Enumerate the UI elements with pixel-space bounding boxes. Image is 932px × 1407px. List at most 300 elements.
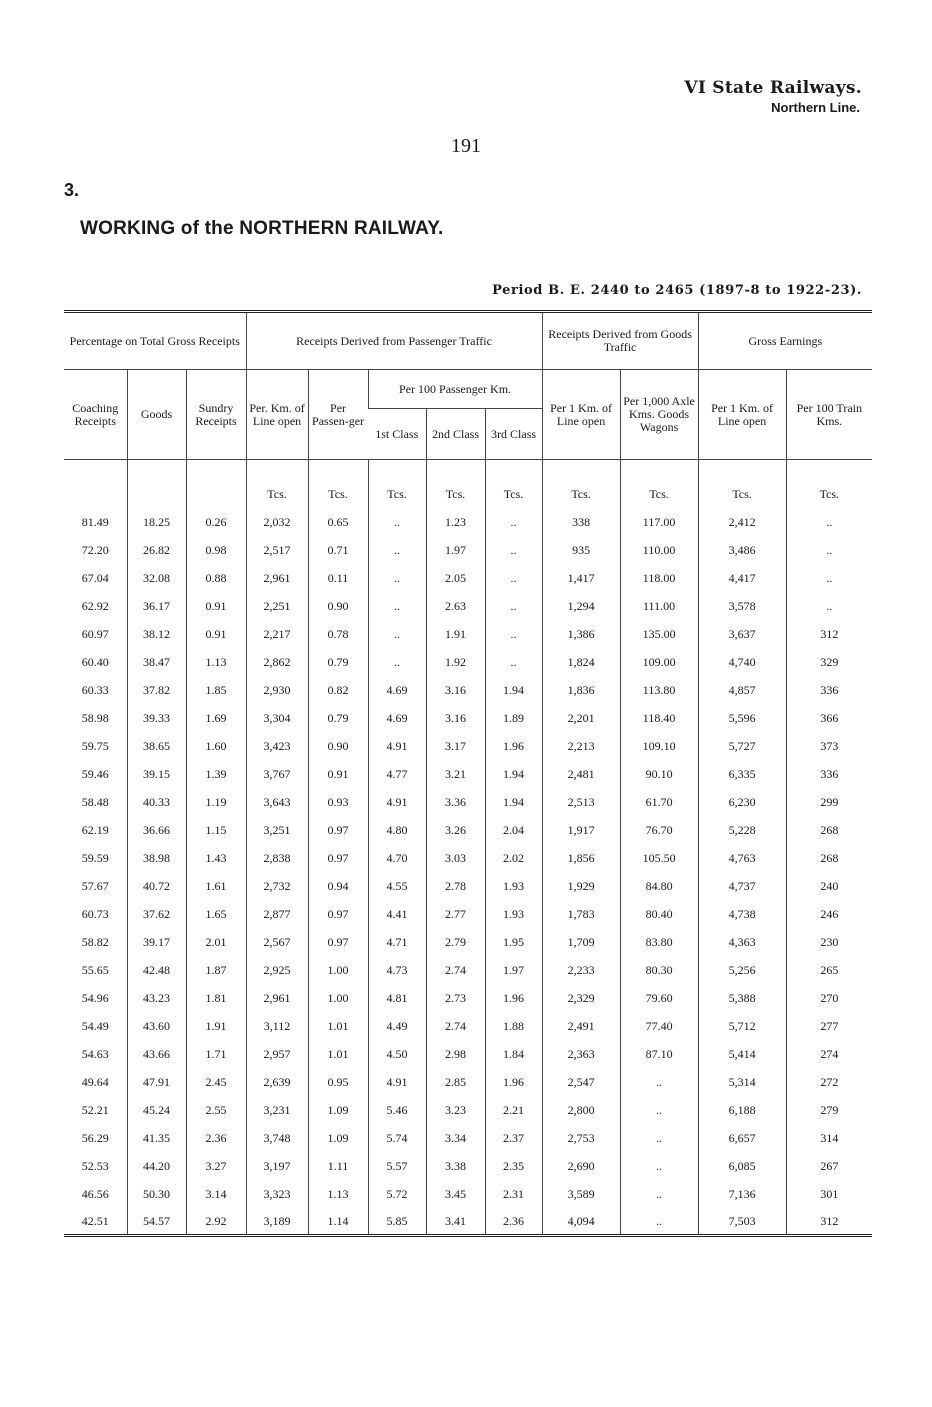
group-header-passenger: Receipts Derived from Passenger Traffic [246, 313, 542, 370]
table-cell: 2,639 [246, 1068, 308, 1096]
table-cell: 7,503 [698, 1208, 786, 1234]
table-cell: 1,386 [542, 620, 620, 648]
table-cell: 54.57 [127, 1208, 186, 1234]
table-cell: 5.85 [368, 1208, 426, 1234]
table-cell: 0.94 [308, 872, 368, 900]
table-cell: 4,857 [698, 676, 786, 704]
table-cell: 2,363 [542, 1040, 620, 1068]
table-cell: .. [786, 564, 872, 592]
table-cell: 2,838 [246, 844, 308, 872]
table-cell: 4.55 [368, 872, 426, 900]
table-cell: 3,197 [246, 1152, 308, 1180]
table-cell: .. [485, 592, 542, 620]
table-cell: 38.12 [127, 620, 186, 648]
unit-cell [64, 460, 127, 509]
table-cell: 1.19 [186, 788, 246, 816]
table-cell: 84.80 [620, 872, 698, 900]
table-cell: 0.95 [308, 1068, 368, 1096]
period-label: Period B. E. 2440 to 2465 (1897-8 to 1922-23). [492, 283, 862, 298]
table-cell: 4,763 [698, 844, 786, 872]
table-cell: 1.96 [485, 732, 542, 760]
table-cell: 1.92 [426, 648, 485, 676]
table-cell: 1.13 [186, 648, 246, 676]
table-row [64, 620, 872, 648]
table-cell: 299 [786, 788, 872, 816]
table-cell: 37.82 [127, 676, 186, 704]
table-cell: 3.26 [426, 816, 485, 844]
table-cell: 62.92 [81, 598, 109, 613]
table-cell: 44.20 [127, 1152, 186, 1180]
table-cell: 246 [786, 900, 872, 928]
table-cell: 0.93 [308, 788, 368, 816]
table-cell: 5,256 [698, 956, 786, 984]
table-cell: .. [368, 536, 426, 564]
col-header-coaching: Coaching Receipts [72, 400, 119, 428]
table-cell: .. [368, 592, 426, 620]
table-row [64, 760, 872, 788]
table-cell: 4.73 [368, 956, 426, 984]
table-cell: 3.16 [426, 676, 485, 704]
table-cell: 58.48 [81, 794, 109, 809]
table-cell: 113.80 [620, 676, 698, 704]
table-cell: 6,188 [698, 1096, 786, 1124]
table-cell: 3,589 [542, 1180, 620, 1208]
table-cell: 3.38 [426, 1152, 485, 1180]
table-cell: 50.30 [127, 1180, 186, 1208]
table-bottom-rule [64, 1234, 872, 1237]
table-row [64, 1180, 872, 1208]
table-cell: 1.97 [426, 536, 485, 564]
table-cell: 265 [786, 956, 872, 984]
table-row [64, 592, 872, 620]
table-cell: 3,767 [246, 760, 308, 788]
table-cell: 2,690 [542, 1152, 620, 1180]
table-cell: 2.55 [186, 1096, 246, 1124]
col-header-gross-per-km: Per 1 Km. of Line open [698, 370, 786, 460]
table-cell: 4.70 [368, 844, 426, 872]
table-row [64, 844, 872, 872]
table-cell: 1.95 [485, 928, 542, 956]
table-row [64, 872, 872, 900]
table-cell: 80.30 [620, 956, 698, 984]
table-cell: 0.65 [308, 508, 368, 536]
table-cell: 2.31 [485, 1180, 542, 1208]
table-cell: .. [485, 536, 542, 564]
table-cell: 45.24 [127, 1096, 186, 1124]
table-cell: 274 [786, 1040, 872, 1068]
table-cell: 57.67 [81, 878, 109, 893]
table-row [64, 564, 872, 592]
table-cell: 2,753 [542, 1124, 620, 1152]
table-cell: 1.69 [186, 704, 246, 732]
table-body [64, 460, 872, 1235]
table-cell: 118.00 [620, 564, 698, 592]
table-cell: 7,136 [698, 1180, 786, 1208]
table-cell: 0.98 [186, 536, 246, 564]
table-cell: 2.01 [186, 928, 246, 956]
unit-cell: Tcs. [426, 460, 485, 509]
table-cell: 1,824 [542, 648, 620, 676]
table-cell: 329 [786, 648, 872, 676]
table-cell: 42.48 [127, 956, 186, 984]
table-cell: 36.66 [127, 816, 186, 844]
table-cell: 4.77 [368, 760, 426, 788]
table-cell: 59.59 [81, 850, 109, 865]
table-cell: 2,517 [246, 536, 308, 564]
table-row [64, 816, 872, 844]
table-cell: 59.46 [81, 766, 109, 781]
table-row [64, 1152, 872, 1180]
table-cell: 52.53 [81, 1158, 109, 1173]
table-cell: 3,578 [698, 592, 786, 620]
table-cell: 54.96 [81, 990, 109, 1005]
table-cell: 38.65 [127, 732, 186, 760]
section-ref: VI State Railways. [684, 78, 862, 98]
table-cell: 36.17 [127, 592, 186, 620]
table-cell: 2.78 [426, 872, 485, 900]
table-cell: 2.92 [186, 1208, 246, 1234]
table-cell: 4.69 [368, 704, 426, 732]
table-cell: 18.25 [127, 508, 186, 536]
table-cell: 4,738 [698, 900, 786, 928]
table-cell: 1.23 [426, 508, 485, 536]
table-cell: .. [620, 1180, 698, 1208]
table-cell: 41.35 [127, 1124, 186, 1152]
table-cell: 5,414 [698, 1040, 786, 1068]
table-cell: 4,740 [698, 648, 786, 676]
unit-cell: Tcs. [308, 460, 368, 509]
table-cell: 4.41 [368, 900, 426, 928]
table-cell: 268 [786, 844, 872, 872]
table-cell: 1.39 [186, 760, 246, 788]
table-cell: 1.61 [186, 872, 246, 900]
table-cell: 2,800 [542, 1096, 620, 1124]
table-cell: 1.96 [485, 984, 542, 1012]
table-cell: 1.96 [485, 1068, 542, 1096]
table-cell: 5,314 [698, 1068, 786, 1096]
table-cell: 3.16 [426, 704, 485, 732]
table-cell: 42.51 [81, 1213, 109, 1228]
table-cell: 4.49 [368, 1012, 426, 1040]
table-cell: 0.91 [308, 760, 368, 788]
table-row [64, 508, 872, 536]
table-cell: 0.91 [186, 620, 246, 648]
table-cell: 366 [786, 704, 872, 732]
table-cell: .. [485, 648, 542, 676]
table-cell: 279 [786, 1096, 872, 1124]
table-cell: 6,657 [698, 1124, 786, 1152]
table-cell: 2.74 [426, 956, 485, 984]
table-cell: 26.82 [127, 536, 186, 564]
table-cell: .. [786, 592, 872, 620]
table-row [64, 1096, 872, 1124]
table-cell: 1.00 [308, 956, 368, 984]
table-row [64, 536, 872, 564]
col-header-goods-per-km: Per 1 Km. of Line open [542, 370, 620, 460]
table-cell: .. [485, 620, 542, 648]
table-cell: 5,727 [698, 732, 786, 760]
table-cell: 0.90 [308, 592, 368, 620]
table-cell: 49.64 [81, 1074, 109, 1089]
table-cell: 43.60 [127, 1012, 186, 1040]
table-cell: 6,085 [698, 1152, 786, 1180]
table-cell: 135.00 [620, 620, 698, 648]
table-cell: 61.70 [620, 788, 698, 816]
table-cell: 46.56 [81, 1186, 109, 1201]
working-table [64, 313, 872, 1234]
table-row [64, 648, 872, 676]
table-cell: 277 [786, 1012, 872, 1040]
table-row [64, 1012, 872, 1040]
unit-cell: Tcs. [786, 460, 872, 509]
table-cell: 0.90 [308, 732, 368, 760]
table-cell: 87.10 [620, 1040, 698, 1068]
col-header-gross-per-train: Per 100 Train Kms. [786, 370, 872, 460]
table-cell: .. [485, 508, 542, 536]
table-cell: 3,112 [246, 1012, 308, 1040]
table-cell: 32.08 [127, 564, 186, 592]
table-cell: 1.87 [186, 956, 246, 984]
table-row [64, 900, 872, 928]
unit-cell: Tcs. [485, 460, 542, 509]
table-cell: 2,513 [542, 788, 620, 816]
table-cell: 43.66 [127, 1040, 186, 1068]
page-header-right [684, 78, 862, 115]
table-cell: 2.73 [426, 984, 485, 1012]
col-header-goods: Goods [127, 370, 186, 460]
table-cell: 4.81 [368, 984, 426, 1012]
table-cell: 58.82 [81, 934, 109, 949]
table-cell: 2.85 [426, 1068, 485, 1096]
table-cell: 110.00 [620, 536, 698, 564]
table-cell: 52.21 [81, 1102, 109, 1117]
table-cell: 3.21 [426, 760, 485, 788]
table-cell: 77.40 [620, 1012, 698, 1040]
table-cell: 6,230 [698, 788, 786, 816]
table-row [64, 1068, 872, 1096]
table-cell: .. [620, 1208, 698, 1234]
table-cell: 43.23 [127, 984, 186, 1012]
col-header-per-passenger: Per Passen-ger [308, 370, 368, 460]
table-cell: 72.20 [81, 542, 109, 557]
table-cell: 301 [786, 1180, 872, 1208]
table-cell: 1.91 [186, 1012, 246, 1040]
unit-cell: Tcs. [698, 460, 786, 509]
table-cell: 1.84 [485, 1040, 542, 1068]
table-row [64, 1124, 872, 1152]
table-cell: 3,423 [246, 732, 308, 760]
table-cell: .. [368, 648, 426, 676]
table-cell: 5.72 [368, 1180, 426, 1208]
table-cell: 0.79 [308, 648, 368, 676]
table-cell: 83.80 [620, 928, 698, 956]
table-cell: 58.98 [81, 710, 109, 725]
table-cell: 2.74 [426, 1012, 485, 1040]
table-cell: 39.17 [127, 928, 186, 956]
table-cell: 935 [542, 536, 620, 564]
table-cell: 1.43 [186, 844, 246, 872]
table-cell: 4,417 [698, 564, 786, 592]
table-cell: 2,213 [542, 732, 620, 760]
table-cell: 111.00 [620, 592, 698, 620]
table-cell: 4.91 [368, 788, 426, 816]
table-row [64, 984, 872, 1012]
table-cell: 270 [786, 984, 872, 1012]
table-cell: 1.94 [485, 676, 542, 704]
table-cell: 60.33 [81, 682, 109, 697]
table-cell: 2,930 [246, 676, 308, 704]
table-cell: 336 [786, 676, 872, 704]
table-cell: 5.57 [368, 1152, 426, 1180]
table-row [64, 928, 872, 956]
table-cell: 1,917 [542, 816, 620, 844]
table-cell: 1.09 [308, 1096, 368, 1124]
table-cell: 2,491 [542, 1012, 620, 1040]
table-cell: 1.85 [186, 676, 246, 704]
table-cell: 4.91 [368, 732, 426, 760]
table-cell: 4.69 [368, 676, 426, 704]
table-cell: 1.15 [186, 816, 246, 844]
table-cell: 314 [786, 1124, 872, 1152]
table-cell: 2,961 [246, 564, 308, 592]
table-cell: 1.97 [485, 956, 542, 984]
table-cell: .. [368, 620, 426, 648]
table-cell: .. [786, 536, 872, 564]
unit-cell [127, 460, 186, 509]
table-cell: 1,856 [542, 844, 620, 872]
group-header-gross: Gross Earnings [698, 313, 872, 370]
table-cell: 1.94 [485, 788, 542, 816]
table-cell: 1.88 [485, 1012, 542, 1040]
table-cell: 1.00 [308, 984, 368, 1012]
units-row [64, 460, 872, 509]
table-row [64, 956, 872, 984]
page-title: WORKING of the NORTHERN RAILWAY. [80, 218, 444, 239]
table-cell: 0.91 [186, 592, 246, 620]
table-cell: 1.13 [308, 1180, 368, 1208]
table-cell: 1.91 [426, 620, 485, 648]
table-cell: 2.02 [485, 844, 542, 872]
table-cell: 2.36 [485, 1208, 542, 1234]
table-cell: .. [620, 1152, 698, 1180]
table-cell: 3.41 [426, 1208, 485, 1234]
table-cell: 1,783 [542, 900, 620, 928]
table-cell: 1.93 [485, 900, 542, 928]
table-cell: 1.94 [485, 760, 542, 788]
col-header-class2: 2nd Class [426, 409, 485, 460]
table-cell: 2.35 [485, 1152, 542, 1180]
table-cell: 2.21 [485, 1096, 542, 1124]
table-cell: 4,363 [698, 928, 786, 956]
table-cell: 3,637 [698, 620, 786, 648]
table-cell: 2.77 [426, 900, 485, 928]
table-cell: 118.40 [620, 704, 698, 732]
col-header-per-km-line: Per. Km. of Line open [246, 370, 308, 460]
table-cell: 0.82 [308, 676, 368, 704]
table-cell: 3.34 [426, 1124, 485, 1152]
table-cell: 40.72 [127, 872, 186, 900]
table-cell: 2,481 [542, 760, 620, 788]
table-cell: 3.17 [426, 732, 485, 760]
table-cell: 3,323 [246, 1180, 308, 1208]
table-cell: 4.91 [368, 1068, 426, 1096]
table-cell: 2,961 [246, 984, 308, 1012]
table-cell: 1,294 [542, 592, 620, 620]
col-header-per100: Per 100 Passenger Km. [368, 370, 542, 409]
table-cell: 2,862 [246, 648, 308, 676]
table-cell: 0.97 [308, 928, 368, 956]
unit-cell [186, 460, 246, 509]
page-number: 191 [451, 135, 481, 157]
table-cell: 268 [786, 816, 872, 844]
table-cell: 54.49 [81, 1018, 109, 1033]
table-cell: 272 [786, 1068, 872, 1096]
table-cell: .. [368, 508, 426, 536]
table-cell: 56.29 [81, 1130, 109, 1145]
table-cell: 2,547 [542, 1068, 620, 1096]
table-cell: 0.97 [308, 844, 368, 872]
table-cell: 4.71 [368, 928, 426, 956]
table-cell: 3,189 [246, 1208, 308, 1234]
table-cell: 0.79 [308, 704, 368, 732]
table-cell: 5.74 [368, 1124, 426, 1152]
table-cell: 2.79 [426, 928, 485, 956]
col-header-class1: 1st Class [375, 426, 419, 441]
table-cell: 6,335 [698, 760, 786, 788]
table-cell: 1.01 [308, 1040, 368, 1068]
table-cell: 1.93 [485, 872, 542, 900]
table-cell: 2,732 [246, 872, 308, 900]
table-row [64, 788, 872, 816]
table-cell: 2,567 [246, 928, 308, 956]
table-cell: 79.60 [620, 984, 698, 1012]
table-cell: 0.71 [308, 536, 368, 564]
table-cell: 4,737 [698, 872, 786, 900]
table-cell: 2,251 [246, 592, 308, 620]
table-cell: 1.14 [308, 1208, 368, 1234]
table-row [64, 676, 872, 704]
table-cell: 1.65 [186, 900, 246, 928]
table-cell: 3.36 [426, 788, 485, 816]
table-row [64, 1040, 872, 1068]
table-cell: 3.14 [186, 1180, 246, 1208]
table-cell: 4.50 [368, 1040, 426, 1068]
table-cell: 3,251 [246, 816, 308, 844]
unit-cell: Tcs. [246, 460, 308, 509]
table-cell: 0.78 [308, 620, 368, 648]
table-cell: 1.01 [308, 1012, 368, 1040]
table-cell: 80.40 [620, 900, 698, 928]
table-cell: 38.47 [127, 648, 186, 676]
table-cell: 117.00 [620, 508, 698, 536]
table-cell: 67.04 [81, 570, 109, 585]
table-cell: 0.88 [186, 564, 246, 592]
table-cell: 60.40 [81, 654, 109, 669]
table-cell: 2,201 [542, 704, 620, 732]
table-cell: 312 [786, 1208, 872, 1234]
table-cell: 40.33 [127, 788, 186, 816]
table-cell: 336 [786, 760, 872, 788]
table-cell: 0.11 [308, 564, 368, 592]
unit-cell: Tcs. [368, 460, 426, 509]
table-cell: 3.27 [186, 1152, 246, 1180]
table-cell: 2,217 [246, 620, 308, 648]
table-cell: 60.73 [81, 906, 109, 921]
table-cell: 2,925 [246, 956, 308, 984]
table-cell: 76.70 [620, 816, 698, 844]
table-cell: 2.36 [186, 1124, 246, 1152]
table-cell: 230 [786, 928, 872, 956]
